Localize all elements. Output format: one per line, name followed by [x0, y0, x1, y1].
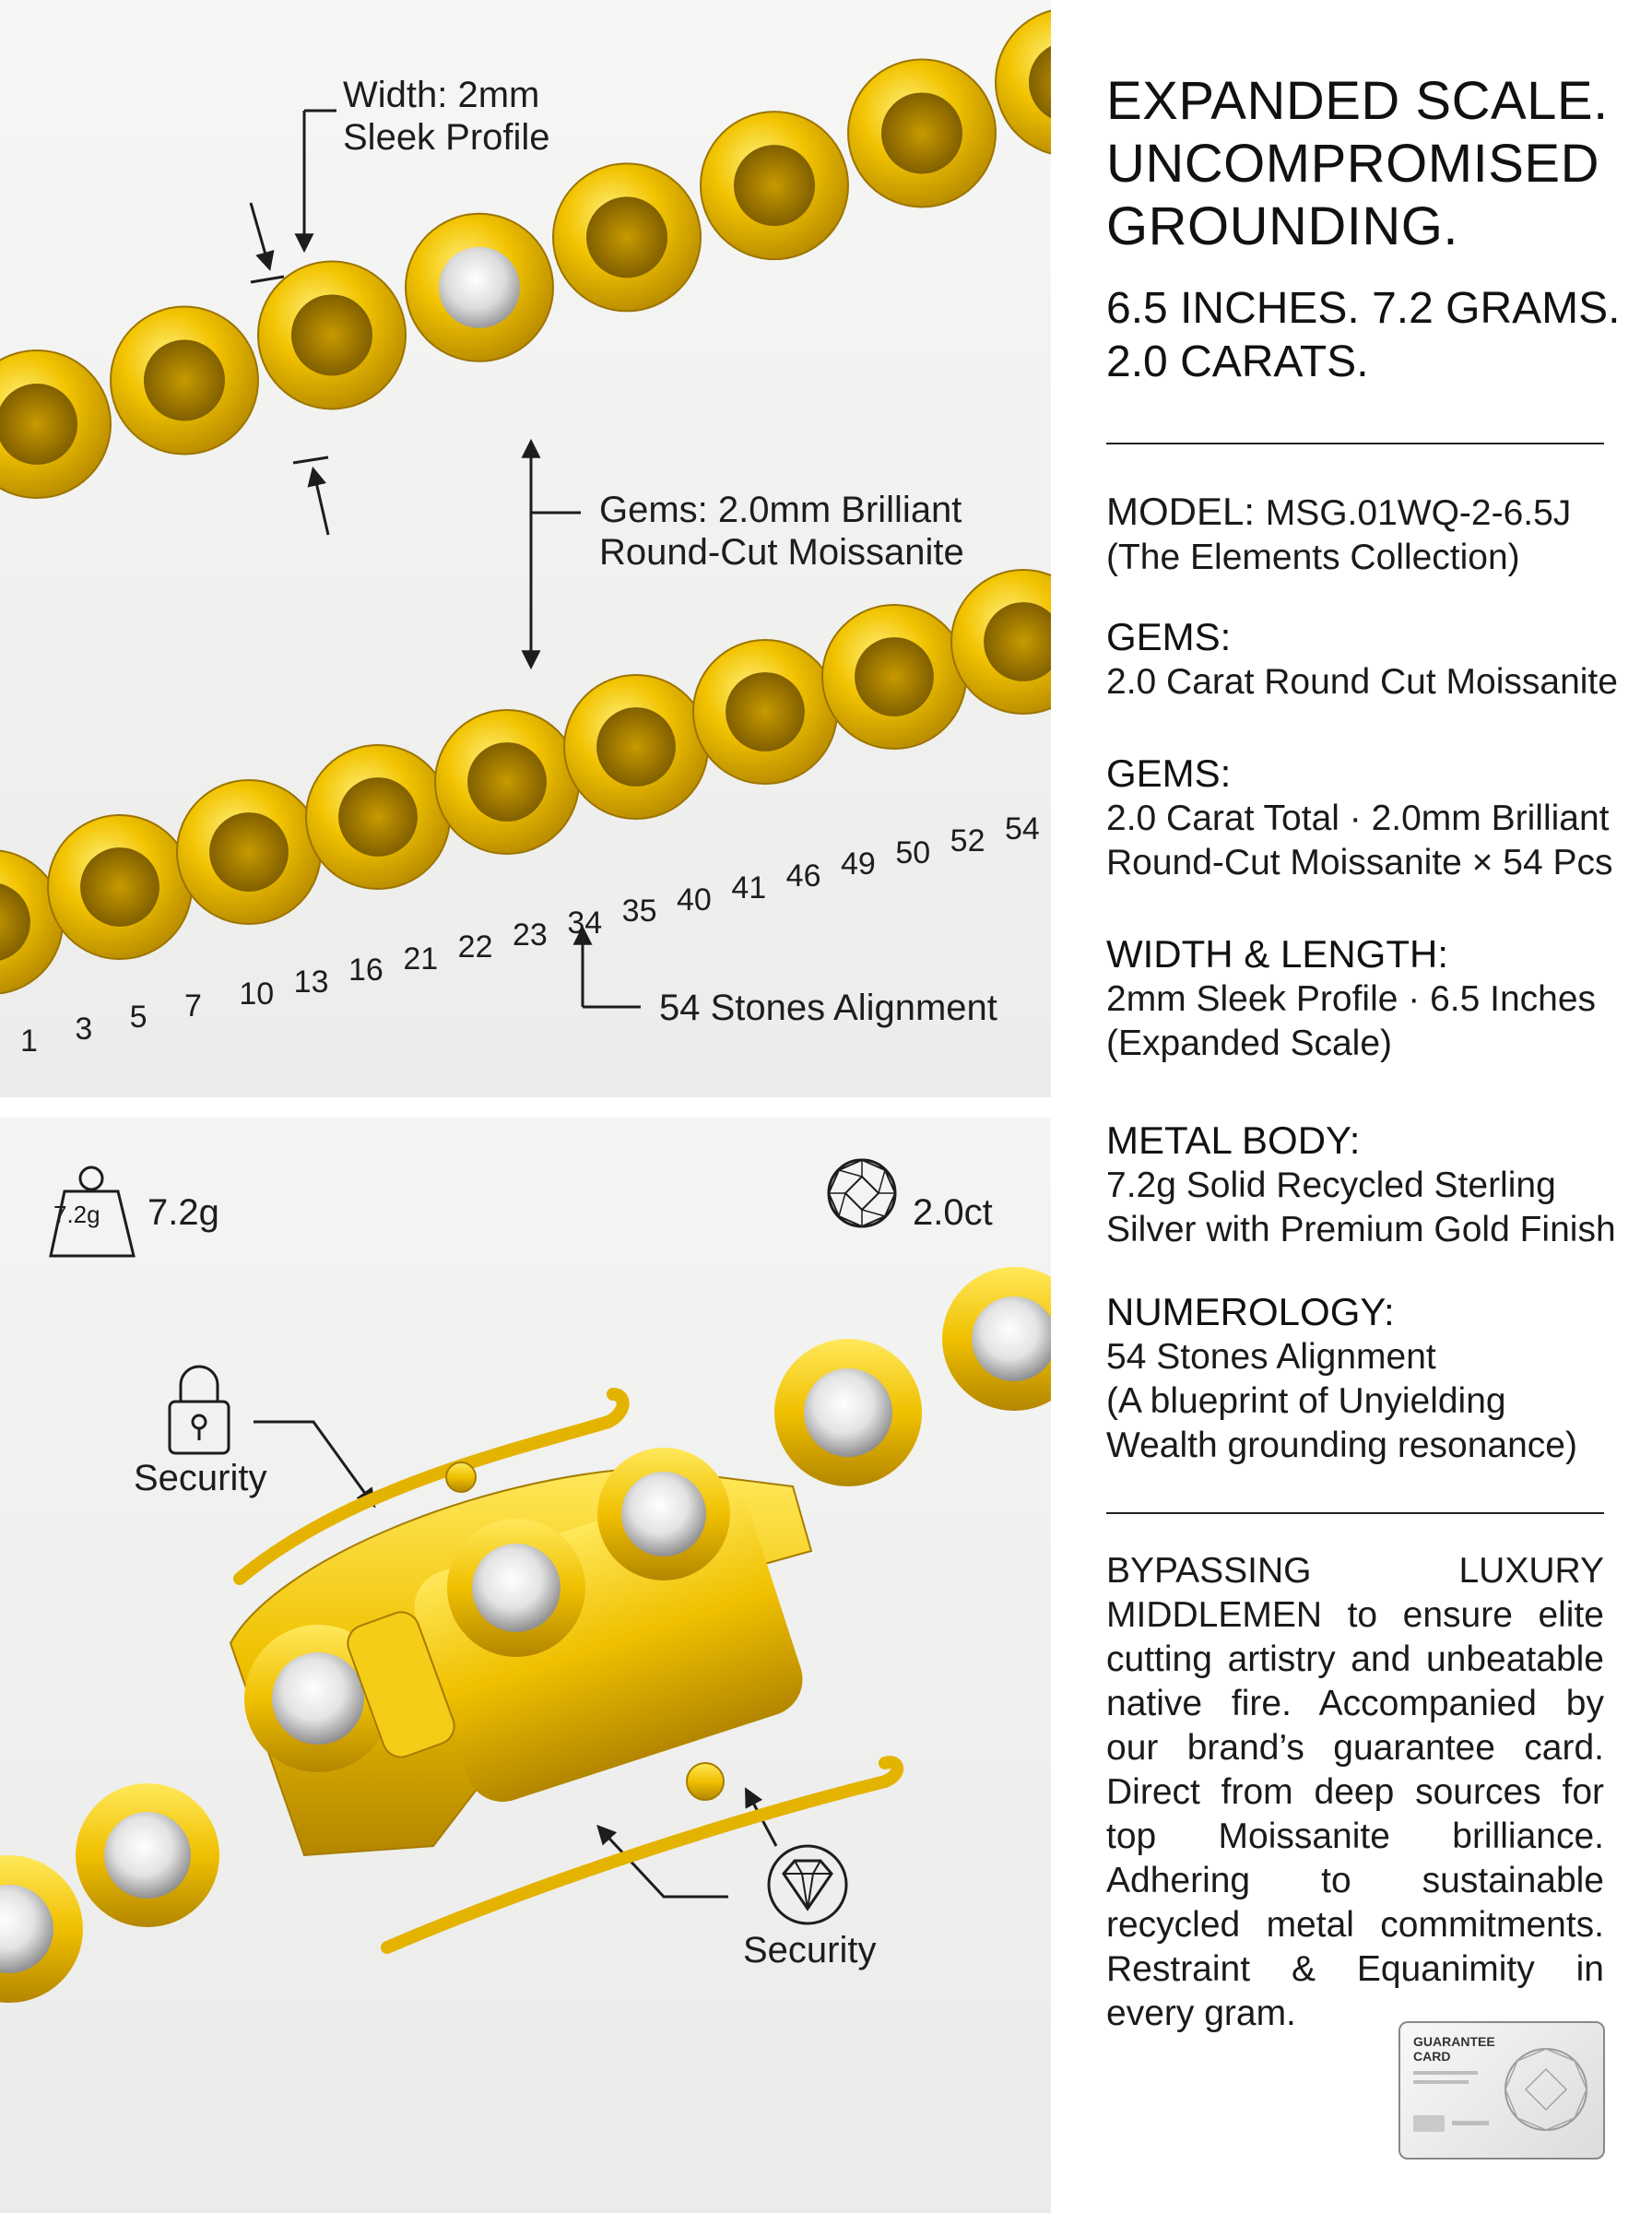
card-gem-icon	[1505, 2049, 1587, 2130]
bezel-setting	[855, 637, 934, 716]
bezel-setting	[144, 340, 225, 421]
gems-label-line2: Round-Cut Moissanite	[599, 532, 964, 573]
profile-label: Sleek Profile	[343, 117, 550, 158]
metal-body-section	[1106, 1118, 1632, 1252]
padlock-icon	[170, 1367, 229, 1453]
weight-badge-text: 7.2g	[53, 1201, 100, 1228]
stone-number: 41	[731, 870, 767, 905]
stone-number: 34	[567, 905, 603, 941]
stone-number: 54	[1005, 811, 1040, 846]
security-top-arrow	[254, 1422, 373, 1505]
bezel-setting	[596, 707, 676, 787]
divider-bottom	[1106, 1512, 1604, 1514]
numerology-line1: 54 Stones Alignment	[1106, 1337, 1436, 1377]
stone-number: 21	[403, 941, 439, 976]
numerology-line3: Wealth grounding resonance)	[1106, 1426, 1577, 1465]
guarantee-card-image	[1398, 2021, 1605, 2160]
gems2-label: GEMS:	[1106, 751, 1232, 795]
divider-top	[1106, 443, 1604, 444]
numerology-section	[1106, 1289, 1632, 1468]
stone-number: 1	[20, 1024, 38, 1059]
metal-line2: Silver with Premium Gold Finish	[1106, 1210, 1616, 1249]
numerology-label: NUMEROLOGY:	[1106, 1290, 1395, 1333]
width-length-section	[1106, 931, 1632, 1066]
subheadline-line1: 6.5 INCHES. 7.2 GRAMS.	[1106, 284, 1621, 333]
wl-line2: (Expanded Scale)	[1106, 1024, 1393, 1063]
headline-line2: UNCOMPROMISED	[1106, 134, 1599, 194]
alignment-label: 54 Stones Alignment	[659, 988, 997, 1028]
bezel-setting	[80, 847, 159, 927]
moissanite-stone	[439, 247, 520, 328]
width-tick-top	[251, 277, 284, 282]
gems-label-line1: Gems: 2.0mm Brilliant	[599, 490, 962, 530]
headline-line3: GROUNDING.	[1106, 196, 1458, 256]
guarantee-card-title: GUARANTEE CARD	[1413, 2034, 1495, 2064]
stone-number: 50	[895, 834, 931, 870]
guarantee-card-graphic	[1400, 2023, 1603, 2158]
width-tick-bottom	[293, 457, 328, 463]
model-value: MSG.01WQ-2-6.5J	[1265, 493, 1572, 533]
bezel-setting	[338, 777, 418, 857]
gem-outline-icon	[769, 1846, 846, 1923]
gems-section-1	[1106, 614, 1632, 704]
bezel-setting	[0, 384, 77, 465]
model-section	[1106, 489, 1632, 580]
width-label: Width: 2mm	[343, 75, 540, 115]
model-label: MODEL:	[1106, 490, 1256, 533]
stone-number: 10	[239, 976, 275, 1012]
diamond-icon	[829, 1160, 895, 1226]
bezel-setting	[881, 92, 962, 173]
security-label-bottom: Security	[743, 1930, 877, 1970]
gems1-label: GEMS:	[1106, 615, 1232, 658]
stone-number: 49	[841, 846, 876, 882]
headline-line1: EXPANDED SCALE.	[1106, 71, 1609, 131]
bezel-setting	[734, 145, 815, 226]
bezel-setting	[291, 294, 372, 375]
model-collection: (The Elements Collection)	[1106, 538, 1520, 577]
clasp-detail-panel	[0, 1118, 1051, 2213]
weight-value: 7.2g	[148, 1192, 219, 1233]
stone-number: 7	[184, 988, 202, 1024]
spec-sheet-panel	[1051, 0, 1652, 2213]
metal-line1: 7.2g Solid Recycled Sterling	[1106, 1166, 1556, 1205]
subheadline-line2: 2.0 CARATS.	[1106, 337, 1369, 386]
metal-label: METAL BODY:	[1106, 1118, 1361, 1162]
brand-statement: BYPASSING LUXURY MIDDLEMEN to ensure elite cutting artistry and unbeatable native fire. Accompanied by our brand’s guarantee card. Direct from deep sources for top Moissanite brilliance. Adhering to sustainable recycled metal commitments. Restraint & Equanimity in every gram.	[1106, 1551, 1604, 2033]
gems-section-2	[1106, 751, 1632, 885]
stone-number: 46	[785, 858, 821, 894]
bezel-setting	[586, 196, 667, 278]
carat-value: 2.0ct	[913, 1192, 993, 1233]
stone-number: 23	[513, 917, 548, 953]
clasp-illustration	[0, 1118, 1051, 2213]
width-arrow-top	[251, 203, 269, 267]
stone-number: 40	[677, 882, 712, 917]
gems2-line2: Round-Cut Moissanite × 54 Pcs	[1106, 843, 1613, 882]
bezel-chain-left	[0, 1783, 219, 2003]
stone-number: 13	[293, 964, 329, 1000]
bracelet-closeup-panel	[0, 0, 1051, 1097]
wl-line1: 2mm Sleek Profile · 6.5 Inches	[1106, 979, 1597, 1019]
stone-number: 5	[129, 1000, 148, 1035]
bezel-chain-right	[774, 1267, 1051, 1486]
stone-number: 3	[75, 1012, 93, 1047]
wl-label: WIDTH & LENGTH:	[1106, 932, 1449, 976]
bezel-setting	[467, 742, 547, 822]
gems1-value: 2.0 Carat Round Cut Moissanite	[1106, 662, 1618, 702]
width-arrow-bottom	[313, 470, 328, 535]
stone-number: 22	[457, 929, 493, 964]
numerology-line2: (A blueprint of Unyielding	[1106, 1381, 1506, 1421]
stone-number: 35	[621, 893, 657, 929]
gems2-line1: 2.0 Carat Total · 2.0mm Brilliant	[1106, 799, 1610, 838]
security-label-top: Security	[134, 1458, 267, 1498]
stone-number: 52	[950, 822, 985, 858]
bezel-setting	[209, 812, 289, 892]
bezel-setting	[726, 672, 805, 751]
stone-number: 16	[348, 953, 384, 988]
